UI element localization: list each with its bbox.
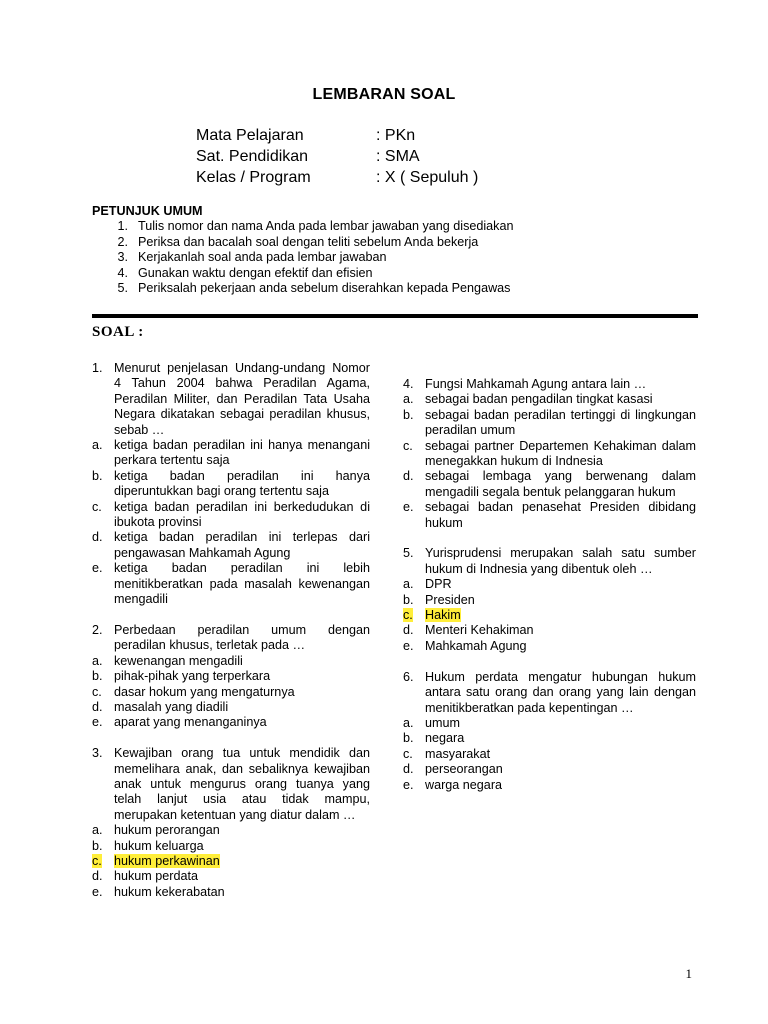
section-divider <box>92 314 698 318</box>
answer-option <box>403 408 696 439</box>
answer-option <box>403 747 696 762</box>
option-text: Menteri Kehakiman <box>425 623 534 638</box>
meta-label: Sat. Pendidikan <box>196 148 309 165</box>
option-text: hukum keluarga <box>114 838 204 853</box>
option-label: a. <box>92 823 103 838</box>
option-text: sebagai lembaga yang berwenang dalam mengadili segala bentuk pelanggaran hukum <box>425 469 696 499</box>
subject-info <box>196 125 478 188</box>
answer-option <box>403 778 696 793</box>
meta-row-subject <box>196 125 478 146</box>
question-number: 5. <box>403 546 414 561</box>
option-label: c. <box>403 438 413 453</box>
answer-option <box>92 469 370 500</box>
instruction-item <box>92 266 514 281</box>
answer-option <box>92 438 370 469</box>
option-label: e. <box>403 638 414 653</box>
option-text: sebagai badan peradilan tertinggi di lingkungan peradilan umum <box>425 407 696 438</box>
option-text-highlight: Hakim <box>425 608 461 623</box>
option-text: sebagai partner Departemen Kehakiman dalam menegakkan hukum di Indnesia <box>425 438 696 469</box>
option-label: d. <box>403 623 414 638</box>
answer-option <box>92 839 370 854</box>
option-label: b. <box>92 468 103 483</box>
option-text: ketiga badan peradilan ini hanya menangani perkara tertentu saja <box>114 438 370 468</box>
option-label: a. <box>403 577 414 592</box>
option-text: perseorangan <box>425 762 503 777</box>
answer-option <box>92 885 370 900</box>
option-label: a. <box>403 392 414 407</box>
page-number: 1 <box>685 966 692 981</box>
option-text: hukum perorangan <box>114 823 220 838</box>
answer-option <box>92 669 370 684</box>
answer-option <box>403 500 696 531</box>
option-text: ketiga badan peradilan ini lebih menitikberatkan pada masalah kewenangan mengadili <box>114 561 370 607</box>
general-instructions <box>92 204 514 296</box>
answer-option-highlighted <box>403 608 696 623</box>
option-label: b. <box>92 838 103 853</box>
option-label <box>403 608 425 623</box>
option-text: kewenangan mengadili <box>114 653 243 668</box>
instruction-text: Periksalah pekerjaan anda sebelum diserahkan kepada Pengawas <box>138 281 511 296</box>
meta-value: : SMA <box>376 148 420 165</box>
option-text: sebagai badan pengadilan tingkat kasasi <box>425 392 653 407</box>
option-text: warga negara <box>425 777 503 792</box>
option-label: e. <box>92 561 103 576</box>
option-label: e. <box>92 715 103 730</box>
answer-option <box>403 731 696 746</box>
meta-value: : PKn <box>376 127 416 144</box>
option-label: d. <box>403 762 414 777</box>
option-label: b. <box>403 407 414 422</box>
question-number: 2. <box>92 622 103 637</box>
answer-option <box>403 577 696 592</box>
instructions-heading: PETUNJUK UMUM <box>92 204 203 218</box>
answer-option <box>403 639 696 654</box>
answer-option <box>403 439 696 470</box>
option-text: aparat yang menanganinya <box>114 715 267 730</box>
option-label: b. <box>403 592 414 607</box>
instruction-number: 4. <box>117 265 128 280</box>
answer-option <box>403 593 696 608</box>
option-text: pihak-pihak yang terperkara <box>114 669 271 684</box>
option-label: d. <box>92 869 103 884</box>
option-label: b. <box>403 731 414 746</box>
instruction-item <box>92 235 514 250</box>
option-text: hukum kekerabatan <box>114 884 225 899</box>
question-4 <box>403 377 696 531</box>
question-number: 4. <box>403 377 414 391</box>
instruction-number: 1. <box>117 219 128 234</box>
answer-option <box>403 392 696 407</box>
option-label: d. <box>92 699 103 714</box>
option-label: a. <box>92 438 103 453</box>
option-text: masalah yang diadili <box>114 699 229 714</box>
option-label: a. <box>403 715 414 730</box>
option-text: Mahkamah Agung <box>425 638 527 653</box>
answer-option <box>92 530 370 561</box>
questions-left-column <box>92 361 370 916</box>
question-text: Fungsi Mahkamah Agung antara lain … <box>425 377 647 391</box>
option-label: b. <box>92 669 103 684</box>
instruction-number: 3. <box>117 250 128 265</box>
option-text: hukum perdata <box>114 869 199 884</box>
option-label: c. <box>92 684 102 699</box>
question-text: Yurisprudensi merupakan salah satu sumber hukum di Indnesia yang dibentuk oleh … <box>425 546 696 576</box>
question-6 <box>403 670 696 793</box>
answer-option <box>92 561 370 607</box>
answer-option <box>403 623 696 638</box>
question-text: Hukum perdata mengatur hubungan hukum antara satu orang dan orang yang lain dengan menitikberatkan pada kepentingan … <box>425 669 696 715</box>
instruction-item <box>92 219 514 234</box>
option-label-highlight: c. <box>92 853 102 868</box>
option-text: ketiga badan peradilan ini hanya diperuntukkan bagi orang tertentu saja <box>114 468 370 499</box>
instruction-item <box>92 250 514 265</box>
instruction-item <box>92 281 514 296</box>
option-label: d. <box>92 530 103 545</box>
answer-option <box>403 762 696 777</box>
instruction-number: 5. <box>117 281 128 296</box>
instruction-number: 2. <box>117 234 128 249</box>
option-text: dasar hokum yang mengaturnya <box>114 684 295 699</box>
option-text: ketiga badan peradilan ini berkedudukan di ibukota provinsi <box>114 499 370 530</box>
answer-option <box>92 654 370 669</box>
option-label: c. <box>403 746 413 761</box>
meta-row-class <box>196 167 478 188</box>
answer-option <box>92 500 370 531</box>
option-text <box>114 854 370 869</box>
option-label: d. <box>403 469 414 484</box>
answer-option <box>92 685 370 700</box>
option-label-highlight: c. <box>403 608 413 623</box>
question-text: Menurut penjelasan Undang-undang Nomor 4 Tahun 2004 bahwa Peradilan Agama, Peradilan Militer, dan Peradilan Tata Usaha Negara dikatakan sebagai peradilan khusus, sebab … <box>114 361 370 437</box>
option-text: negara <box>425 731 465 746</box>
question-2 <box>92 623 370 731</box>
option-label: c. <box>92 499 102 514</box>
meta-label: Mata Pelajaran <box>196 127 304 144</box>
answer-option <box>92 700 370 715</box>
meta-row-level <box>196 146 478 167</box>
option-text: umum <box>425 715 460 730</box>
option-label: e. <box>403 500 414 515</box>
option-text: masyarakat <box>425 746 491 761</box>
question-text: Kewajiban orang tua untuk mendidik dan memelihara anak, dan sebaliknya kewajiban anak untuk mengurus orang tuanya yang telah lanjut usia atau tidak mampu, merupakan ketentuan yang diatur dalam … <box>114 746 370 822</box>
instruction-text: Tulis nomor dan nama Anda pada lembar jawaban yang disediakan <box>138 219 514 234</box>
option-label: e. <box>403 777 414 792</box>
option-text: ketiga badan peradilan ini terlepas dari pengawasan Mahkamah Agung <box>114 530 370 560</box>
questions-heading: SOAL : <box>92 324 144 340</box>
question-number: 3. <box>92 746 103 761</box>
answer-option <box>403 716 696 731</box>
option-label: e. <box>92 884 103 899</box>
document-title: LEMBARAN SOAL <box>312 86 456 103</box>
meta-value: : X ( Sepuluh ) <box>376 169 479 186</box>
option-text: Presiden <box>425 592 475 607</box>
answer-option <box>92 823 370 838</box>
question-3 <box>92 746 370 900</box>
instruction-text: Kerjakanlah soal anda pada lembar jawaban <box>138 250 387 265</box>
option-text: DPR <box>425 577 452 592</box>
answer-option <box>92 715 370 730</box>
option-text <box>425 608 696 623</box>
questions-right-column <box>403 377 696 808</box>
question-5 <box>403 546 696 654</box>
question-number: 6. <box>403 669 414 684</box>
option-text-highlight: hukum perkawinan <box>114 853 220 868</box>
meta-label: Kelas / Program <box>196 169 311 186</box>
instruction-text: Periksa dan bacalah soal dengan teliti sebelum Anda bekerja <box>138 234 479 249</box>
option-label: a. <box>92 653 103 668</box>
option-text: sebagai badan penasehat Presiden dibidang hukum <box>425 500 696 530</box>
answer-option-highlighted <box>92 854 370 869</box>
instruction-text: Gunakan waktu dengan efektif dan efisien <box>138 265 373 280</box>
question-text: Perbedaan peradilan umum dengan peradilan khusus, terletak pada … <box>114 622 370 653</box>
answer-option <box>92 869 370 884</box>
question-1 <box>92 361 370 608</box>
option-label <box>92 854 114 869</box>
question-number: 1. <box>92 361 103 375</box>
answer-option <box>403 469 696 500</box>
